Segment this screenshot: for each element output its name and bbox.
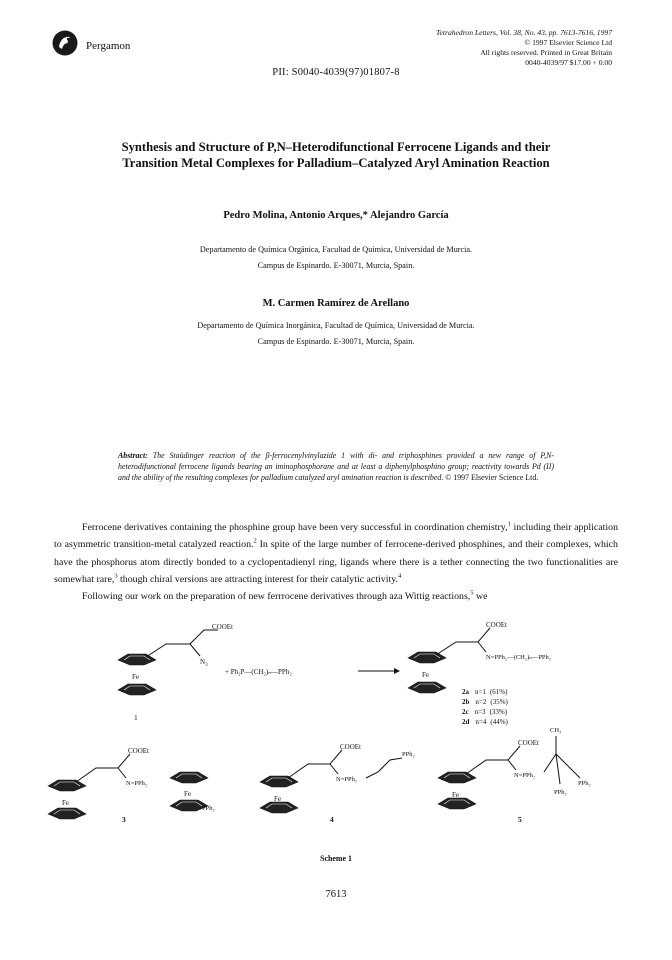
article-title xyxy=(40,139,632,171)
fe-label: Fe xyxy=(274,795,281,803)
yield-id: 2a xyxy=(462,688,469,696)
yield-n: n=4 xyxy=(475,718,487,726)
cooet-label: COOEt xyxy=(518,739,539,747)
compound-4-structure xyxy=(260,743,415,824)
paragraph-2 xyxy=(54,588,618,605)
c5-ch3-label: CH₃ xyxy=(550,727,562,734)
compound-1-label: 1 xyxy=(134,713,138,722)
abstract-label: Abstract: xyxy=(118,451,148,460)
compound-4-label: 4 xyxy=(330,815,334,824)
p1-text-c: In spite of the large number of ferrocene-derived phosphines, and their complexes, which have the phosphorus atom directly bonded to a cyclopentadienyl ring, ligands where there is a tether connecting the two functionalities are somewhat rare, xyxy=(54,539,618,585)
compound-3-label: 3 xyxy=(122,815,126,824)
paragraph-1 xyxy=(54,519,618,588)
affiliation-1 xyxy=(0,242,672,274)
yield-value: (44%) xyxy=(490,718,508,726)
compound-5-label: 5 xyxy=(518,815,522,824)
ref-2: 2 xyxy=(253,538,257,545)
publisher-name: Pergamon xyxy=(86,40,131,52)
fe-label: Fe xyxy=(184,790,191,798)
cooet-label: COOEt xyxy=(340,743,361,751)
svg-text:2dn=4(44%) xyxy=(462,718,509,726)
pii-identifier: PII: S0040-4039(97)01807-8 xyxy=(272,67,400,78)
yield-table xyxy=(462,688,509,726)
compound-5-structure xyxy=(438,727,591,824)
yield-id: 2b xyxy=(462,698,470,706)
yield-value: (33%) xyxy=(489,708,508,716)
abstract xyxy=(118,450,554,483)
fe-label: Fe xyxy=(452,791,459,799)
p1-text-d: though chiral versions are attracting interest for their catalytic activity. xyxy=(117,573,398,585)
c5-pph2-label: PPh₂ xyxy=(554,789,567,796)
yield-value: (35%) xyxy=(490,698,508,706)
c3-imine-label: N=PPh₂ xyxy=(126,780,148,787)
yield-n: n=3 xyxy=(474,708,486,716)
ref-3: 3 xyxy=(114,572,118,580)
journal-line-1: Tetrahedron Letters, Vol. 38, No. 43, pp. 7613-7616, 1997 xyxy=(436,28,612,37)
c4-imine-label: N=PPh₂ xyxy=(336,776,358,783)
yield-n: n=1 xyxy=(475,688,486,696)
c4-pph2-label: PPh₂ xyxy=(402,751,415,758)
body-text xyxy=(54,519,618,605)
ref-4: 4 xyxy=(398,572,402,580)
product-chain-label: N=PPh₂—(CH₂)ₙ—PPh₂ xyxy=(486,654,552,661)
cooet-label: COOEt xyxy=(128,747,149,755)
ref-1: 1 xyxy=(507,520,511,528)
compound-1-structure xyxy=(118,623,233,722)
yield-id: 2d xyxy=(462,718,470,726)
affiliation-2 xyxy=(0,318,672,350)
yield-n: n=2 xyxy=(475,698,487,706)
fe-label: Fe xyxy=(422,671,429,679)
c5-imine-label: N=PPh₂ xyxy=(514,772,536,779)
journal-line-2: © 1997 Elsevier Science Ltd xyxy=(524,38,612,47)
title-line-2: Transition Metal Complexes for Palladium–Catalyzed Aryl Amination Reaction xyxy=(122,156,550,170)
yield-value: (61%) xyxy=(489,688,508,696)
svg-text:2an=1(61%) xyxy=(462,688,508,696)
c5-pph2-label: PPh₂ xyxy=(578,780,591,787)
pergamon-logo-icon xyxy=(52,30,78,56)
author-list: Pedro Molina, Antonio Arques,* Alejandro García xyxy=(223,210,449,221)
p1-text-a: Ferrocene derivatives containing the phosphine group have been very successful in coordination chemistry, xyxy=(82,522,508,533)
page-number: 7613 xyxy=(325,889,347,900)
author-2: M. Carmen Ramírez de Arellano xyxy=(262,298,410,309)
reaction-arrow-icon xyxy=(358,668,400,674)
p2-text-b: we xyxy=(473,591,488,603)
cooet-label: COOEt xyxy=(486,622,507,629)
svg-text:2bn=2(35%) xyxy=(462,698,509,706)
p1-text-b: including their application to asymmetric transition-metal catalyzed reaction. xyxy=(54,522,619,551)
abstract-copyright: © 1997 Elsevier Science Ltd. xyxy=(445,473,539,482)
affiliation-1-line-1: Departamento de Química Orgánica, Facultad de Química, Universidad de Murcia. xyxy=(199,245,473,254)
journal-citation xyxy=(352,28,612,68)
c3-pph2-label: PPh₂ xyxy=(202,805,215,812)
journal-line-3: All rights reserved. Printed in Great Britain xyxy=(480,48,612,57)
fe-label: Fe xyxy=(132,673,139,681)
scheme-1-figure xyxy=(40,622,640,827)
journal-line-4: 0040-4039/97 $17.00 + 0.00 xyxy=(525,58,612,67)
fe-label: Fe xyxy=(62,799,69,807)
affiliation-2-line-2: Campus de Espinardo. E-30071, Murcia, Spain. xyxy=(257,337,415,346)
abstract-text: The Staüdinger reaction of the β-ferrocenylvinylazide 1 with di- and triphosphines provided a new range of P,N-heterodifunctional ferrocene ligands bearing an iminophosphorane and at least a diphenylphosphino group; reactivity towards Pd (II) and the ability of the resulting complexes for palladium catalyzed aryl amination reaction is described. xyxy=(118,451,554,482)
p2-text-a: Following our work on the preparation of new ferrrocene derivatives through aza Wittig reactions, xyxy=(82,591,471,603)
reagent-text: + Ph₂P—(CH₂)ₙ—PPh₂ xyxy=(225,668,292,676)
yield-id: 2c xyxy=(462,708,469,716)
azide-label: $N_3$ xyxy=(200,658,208,668)
title-line-1: Synthesis and Structure of P,N–Heterodifunctional Ferrocene Ligands and their xyxy=(121,140,551,154)
ref-5: 5 xyxy=(470,589,474,597)
affiliation-2-line-1: Departamento de Química Inorgánica, Facultad de Química, Universidad de Murcia. xyxy=(197,321,475,330)
svg-text:2cn=3(33%) xyxy=(462,708,508,716)
cooet-label: COOEt xyxy=(212,623,233,631)
compound-3-structure xyxy=(48,747,215,824)
affiliation-1-line-2: Campus de Espinardo. E-30071, Murcia, Spain. xyxy=(257,261,415,270)
compound-2-structure xyxy=(408,622,551,693)
scheme-caption: Scheme 1 xyxy=(320,854,352,863)
